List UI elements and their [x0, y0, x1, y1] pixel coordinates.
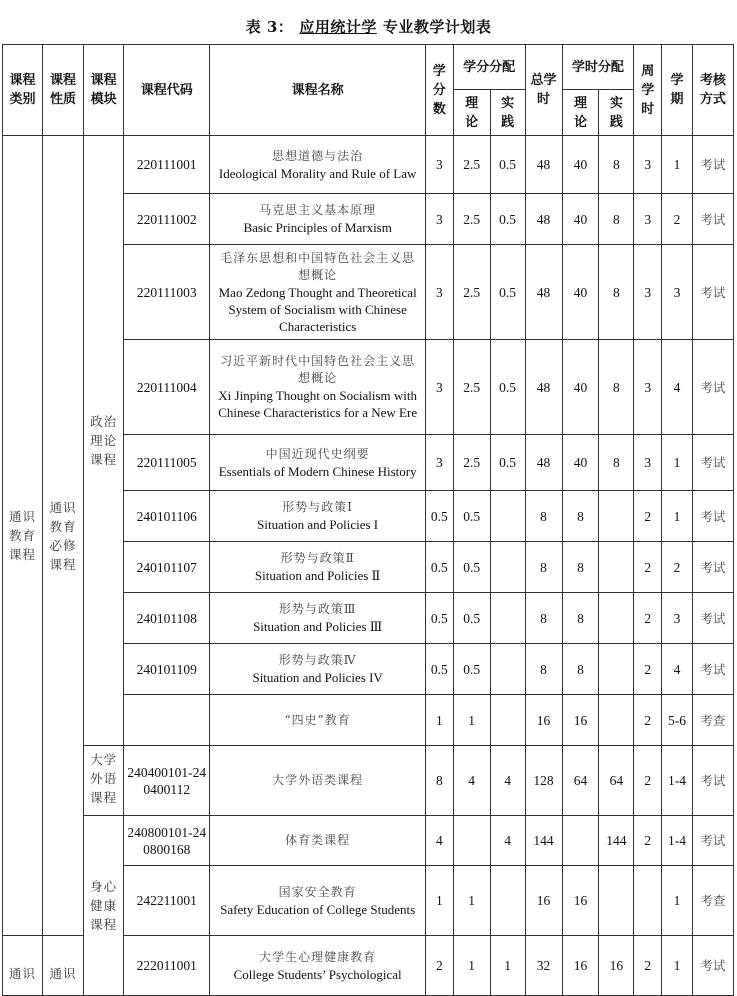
cell-credit-theory: 0.5: [453, 593, 490, 644]
cell-course-name: [210, 695, 426, 746]
cell-hours-practice: 16: [599, 936, 634, 996]
cell-semester: 1-4: [662, 816, 693, 866]
course-name-en: Xi Jinping Thought on Socialism with Chinese Characteristics for a New Ere: [218, 388, 418, 420]
cell-course-code: 240101109: [124, 644, 210, 695]
cell-course-code: 220111004: [124, 340, 210, 435]
cell-assessment: 考试: [692, 340, 733, 435]
cell-credits: 2: [425, 936, 453, 996]
cell-hours-practice: [599, 491, 634, 542]
cell-credits: 8: [425, 746, 453, 816]
cell-credits: 1: [425, 866, 453, 936]
cell-assessment: 考试: [692, 593, 733, 644]
cell-total-hours: 8: [525, 542, 562, 593]
cell-credit-practice: [490, 491, 525, 542]
teaching-plan-table: [2, 44, 734, 996]
cell-credits: 0.5: [425, 491, 453, 542]
header-nature: 课程性质: [43, 45, 84, 136]
cell-weekly-hours: 2: [634, 491, 662, 542]
cell-hours-practice: [599, 542, 634, 593]
course-name-cn: 大学外语类课程: [272, 773, 364, 787]
cell-hours-theory: 16: [562, 936, 599, 996]
cell-credit-theory: 2.5: [453, 340, 490, 435]
cell-credit-practice: 0.5: [490, 194, 525, 245]
course-name-en: Mao Zedong Thought and Theoretical System of Socialism with Chinese Characteristics: [218, 284, 417, 334]
cell-semester: 1: [662, 491, 693, 542]
cell-credit-theory: 2.5: [453, 194, 490, 245]
cell-hours-practice: [599, 644, 634, 695]
cell-credits: 4: [425, 816, 453, 866]
course-name-cn: 形势与政策Ⅰ: [282, 500, 354, 514]
cell-assessment: 考试: [692, 644, 733, 695]
header-name: 课程名称: [210, 45, 426, 136]
course-name-cn: 大学生心理健康教育: [259, 949, 377, 964]
cell-course-name: [210, 136, 426, 194]
module-cell-politics: 政治理论课程: [84, 136, 124, 746]
cell-course-code: 220111002: [124, 194, 210, 245]
cell-credit-practice: [490, 593, 525, 644]
title-major: 应用统计学: [299, 18, 377, 36]
cell-course-code: 242211001: [124, 866, 210, 936]
course-name-en: Situation and Policies IV: [252, 670, 383, 685]
table-row: [3, 136, 734, 194]
cell-course-name: [210, 816, 426, 866]
course-name-en: Essentials of Modern Chinese History: [218, 463, 417, 479]
cell-credit-theory: 2.5: [453, 136, 490, 194]
cell-total-hours: 16: [525, 695, 562, 746]
table-row: [3, 816, 734, 866]
cell-semester: 2: [662, 542, 693, 593]
cell-hours-theory: 40: [562, 136, 599, 194]
cell-hours-theory: 40: [562, 194, 599, 245]
cell-course-name: [210, 435, 426, 491]
cell-course-code: 240400101-240400112: [124, 746, 210, 816]
cell-weekly-hours: 3: [634, 136, 662, 194]
cell-credit-theory: 2.5: [453, 245, 490, 340]
cell-credits: 3: [425, 136, 453, 194]
cell-credit-theory: 2.5: [453, 435, 490, 491]
cell-total-hours: 16: [525, 866, 562, 936]
category-cell-2: 通识: [3, 936, 43, 996]
cell-weekly-hours: 2: [634, 816, 662, 866]
cell-credit-theory: 0.5: [453, 644, 490, 695]
cell-semester: 4: [662, 340, 693, 435]
cell-weekly-hours: 2: [634, 542, 662, 593]
course-name-en: College Students’ Psychological: [233, 966, 402, 982]
cell-weekly-hours: 2: [634, 746, 662, 816]
nature-cell: 通识教育必修课程: [43, 136, 84, 936]
cell-credit-practice: [490, 644, 525, 695]
cell-hours-theory: [562, 816, 599, 866]
module-cell-health: 身心健康课程: [84, 816, 124, 996]
cell-course-name: [210, 542, 426, 593]
cell-credit-practice: 0.5: [490, 340, 525, 435]
cell-credit-practice: 0.5: [490, 435, 525, 491]
cell-hours-practice: 64: [599, 746, 634, 816]
cell-course-code: [124, 695, 210, 746]
cell-course-code: 222011001: [124, 936, 210, 996]
cell-hours-practice: 8: [599, 435, 634, 491]
cell-credits: 3: [425, 340, 453, 435]
cell-semester: 1: [662, 435, 693, 491]
header-credit-theory: 理论: [453, 90, 490, 136]
header-hours-theory: 理论: [562, 90, 599, 136]
cell-semester: 1: [662, 936, 693, 996]
category-cell: 通识教育课程: [3, 136, 43, 936]
cell-assessment: 考试: [692, 136, 733, 194]
module-cell-english: 大学外语课程: [84, 746, 124, 816]
cell-hours-theory: 40: [562, 340, 599, 435]
cell-course-name: [210, 340, 426, 435]
cell-weekly-hours: 3: [634, 194, 662, 245]
cell-course-code: 220111005: [124, 435, 210, 491]
cell-credit-theory: [453, 816, 490, 866]
cell-assessment: 考试: [692, 936, 733, 996]
cell-hours-theory: 8: [562, 542, 599, 593]
cell-hours-theory: 64: [562, 746, 599, 816]
cell-hours-practice: [599, 866, 634, 936]
cell-assessment: 考试: [692, 542, 733, 593]
course-name-cn: 形势与政策Ⅲ: [278, 602, 357, 616]
cell-credit-theory: 0.5: [453, 542, 490, 593]
cell-total-hours: 48: [525, 136, 562, 194]
cell-semester: 3: [662, 593, 693, 644]
cell-credits: 0.5: [425, 542, 453, 593]
header-credits: 学分数: [425, 45, 453, 136]
header-category: 课程类别: [3, 45, 43, 136]
header-hour-distribution: 学时分配: [562, 45, 634, 90]
cell-total-hours: 48: [525, 435, 562, 491]
cell-credit-theory: 1: [453, 695, 490, 746]
cell-hours-theory: 16: [562, 695, 599, 746]
cell-credit-practice: [490, 866, 525, 936]
cell-assessment: 考试: [692, 491, 733, 542]
header-credit-distribution: 学分分配: [453, 45, 525, 90]
cell-weekly-hours: [634, 866, 662, 936]
cell-hours-practice: [599, 593, 634, 644]
course-name-en: Basic Principles of Marxism: [243, 220, 392, 235]
cell-total-hours: 48: [525, 245, 562, 340]
cell-credits: 0.5: [425, 644, 453, 695]
cell-course-name: [210, 593, 426, 644]
cell-semester: 1-4: [662, 746, 693, 816]
cell-credits: 3: [425, 245, 453, 340]
title-prefix: 表 3：: [245, 18, 294, 36]
cell-semester: 2: [662, 194, 693, 245]
cell-hours-practice: 8: [599, 136, 634, 194]
cell-course-name: [210, 245, 426, 340]
cell-assessment: 考查: [692, 695, 733, 746]
cell-credits: 1: [425, 695, 453, 746]
cell-hours-practice: 144: [599, 816, 634, 866]
course-name-en: Situation and Policies I: [257, 517, 379, 532]
cell-hours-theory: 8: [562, 491, 599, 542]
cell-course-code: 220111003: [124, 245, 210, 340]
header-semester: 学期: [662, 45, 693, 136]
course-name-cn: 思想道德与法治: [272, 148, 364, 163]
course-name-cn: 形势与政策Ⅳ: [278, 653, 357, 667]
header-total-hours: 总学时: [525, 45, 562, 136]
cell-course-name: [210, 866, 426, 936]
cell-total-hours: 144: [525, 816, 562, 866]
cell-credit-theory: 0.5: [453, 491, 490, 542]
course-name-cn: 毛泽东思想和中国特色社会主义思想概论: [220, 250, 416, 282]
header-code: 课程代码: [124, 45, 210, 136]
cell-credit-theory: 1: [453, 866, 490, 936]
cell-credit-practice: 1: [490, 936, 525, 996]
cell-hours-practice: [599, 695, 634, 746]
cell-semester: 4: [662, 644, 693, 695]
cell-total-hours: 48: [525, 340, 562, 435]
cell-assessment: 考试: [692, 194, 733, 245]
cell-weekly-hours: 3: [634, 340, 662, 435]
course-name-en: Situation and Policies Ⅱ: [254, 568, 381, 583]
cell-course-name: [210, 644, 426, 695]
cell-total-hours: 32: [525, 936, 562, 996]
cell-weekly-hours: 2: [634, 695, 662, 746]
cell-weekly-hours: 2: [634, 593, 662, 644]
cell-course-name: [210, 746, 426, 816]
cell-hours-theory: 40: [562, 245, 599, 340]
nature-cell-2: 通识: [43, 936, 84, 996]
cell-credit-practice: [490, 695, 525, 746]
cell-credits: 3: [425, 194, 453, 245]
cell-credit-practice: [490, 542, 525, 593]
cell-credits: 0.5: [425, 593, 453, 644]
course-name-cn: “四史”教育: [284, 712, 351, 727]
cell-credit-theory: 1: [453, 936, 490, 996]
cell-assessment: 考试: [692, 245, 733, 340]
cell-credit-practice: 0.5: [490, 245, 525, 340]
cell-weekly-hours: 3: [634, 435, 662, 491]
cell-credit-practice: 4: [490, 816, 525, 866]
cell-semester: 3: [662, 245, 693, 340]
cell-hours-practice: 8: [599, 245, 634, 340]
cell-credit-theory: 4: [453, 746, 490, 816]
cell-assessment: 考试: [692, 435, 733, 491]
cell-semester: 1: [662, 136, 693, 194]
course-name-cn: 马克思主义基本原理: [259, 203, 377, 217]
cell-semester: 5-6: [662, 695, 693, 746]
course-name-cn: 形势与政策Ⅱ: [280, 551, 355, 565]
header-credit-practice: 实践: [490, 90, 525, 136]
cell-total-hours: 8: [525, 491, 562, 542]
title-suffix: 专业教学计划表: [382, 18, 492, 36]
cell-course-code: 240101108: [124, 593, 210, 644]
header-assessment: 考核方式: [692, 45, 733, 136]
course-name-en: Ideological Morality and Rule of Law: [218, 165, 417, 181]
header-hours-practice: 实践: [599, 90, 634, 136]
course-name-en: Safety Education of College Students: [220, 901, 416, 917]
cell-credits: 3: [425, 435, 453, 491]
header-module: 课程模块: [84, 45, 124, 136]
cell-total-hours: 8: [525, 644, 562, 695]
cell-weekly-hours: 2: [634, 644, 662, 695]
cell-weekly-hours: 3: [634, 245, 662, 340]
cell-hours-theory: 16: [562, 866, 599, 936]
cell-hours-practice: 8: [599, 194, 634, 245]
cell-course-code: 240101106: [124, 491, 210, 542]
cell-credit-practice: 4: [490, 746, 525, 816]
cell-assessment: 考试: [692, 816, 733, 866]
cell-credit-practice: 0.5: [490, 136, 525, 194]
cell-weekly-hours: 2: [634, 936, 662, 996]
cell-semester: 1: [662, 866, 693, 936]
cell-hours-practice: 8: [599, 340, 634, 435]
cell-course-code: 240800101-240800168: [124, 816, 210, 866]
table-row: [3, 746, 734, 816]
cell-total-hours: 48: [525, 194, 562, 245]
cell-course-name: [210, 194, 426, 245]
course-name-en: Situation and Policies Ⅲ: [253, 619, 383, 634]
cell-total-hours: 128: [525, 746, 562, 816]
cell-course-code: 240101107: [124, 542, 210, 593]
header-weekly-hours: 周学时: [634, 45, 662, 136]
cell-course-name: [210, 491, 426, 542]
cell-course-code: 220111001: [124, 136, 210, 194]
course-name-cn: 体育类课程: [285, 833, 351, 847]
cell-total-hours: 8: [525, 593, 562, 644]
course-name-cn: 国家安全教育: [278, 884, 357, 899]
table-title: [0, 16, 737, 37]
cell-assessment: 考查: [692, 866, 733, 936]
course-name-cn: 习近平新时代中国特色社会主义思想概论: [220, 354, 416, 385]
cell-hours-theory: 40: [562, 435, 599, 491]
course-name-cn: 中国近现代史纲要: [265, 446, 370, 461]
cell-hours-theory: 8: [562, 593, 599, 644]
cell-hours-theory: 8: [562, 644, 599, 695]
cell-assessment: 考试: [692, 746, 733, 816]
